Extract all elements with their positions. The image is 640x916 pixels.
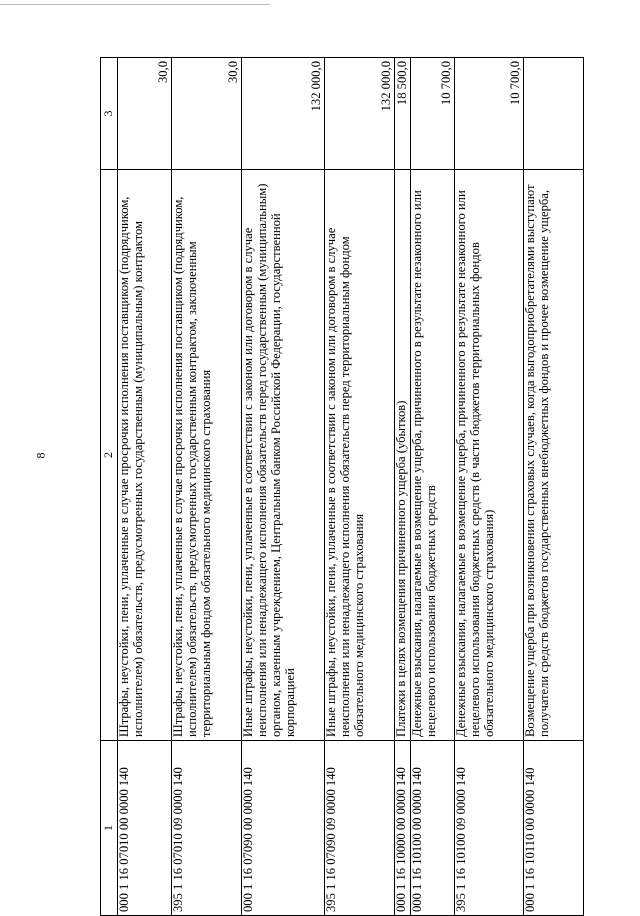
row-amount: 10 700,0 [455,58,524,170]
header-col-2: 2 [101,170,118,741]
header-col-3: 3 [101,58,118,170]
row-amount: 18 500,0 [395,58,411,170]
row-amount [524,58,584,170]
row-amount: 132 000,0 [242,58,325,170]
row-code: 395 1 16 10100 09 0000 140 [455,741,524,916]
table-row [395,58,411,916]
table-row [411,58,455,916]
row-name: Возмещение ущерба при возникновении страховых случаев, когда выгодоприобретателями выступают получатели средств бюджетов государственных внебюджетных фондов и прочее возмещение ущерба, [524,170,584,741]
page-number: 8 [33,452,48,459]
table-row [118,58,172,916]
row-code: 000 1 16 07090 00 0000 140 [242,741,325,916]
row-name: Иные штрафы, неустойки, пени, уплаченные в соответствии с законом или договором в случае неисполнения или ненадлежащего исполнения обязательств перед государственным (муниципальным) органом, казенным учреждением, Центральным банком Российской Федерации, государственной корпорацией [242,170,325,741]
row-code: 000 1 16 10110 00 0000 140 [524,741,584,916]
table-header-row [101,58,118,916]
row-name: Иные штрафы, неустойки, пени, уплаченные в соответствии с законом или договором в случае неисполнения или ненадлежащего исполнения обязательств перед территориальным фондом обязательного медицинского страхования [325,170,395,741]
row-code: 395 1 16 07010 09 0000 140 [172,741,242,916]
row-amount: 30,0 [172,58,242,170]
row-code: 000 1 16 10000 00 0000 140 [395,741,411,916]
header-col-1: 1 [101,741,118,916]
row-amount: 132 000,0 [325,58,395,170]
row-name: Денежные взыскания, налагаемые в возмещение ущерба, причиненного в результате незаконного или нецелевого использования бюджетных средств [411,170,455,741]
table-row [242,58,325,916]
row-code: 395 1 16 07090 09 0000 140 [325,741,395,916]
row-amount: 10 700,0 [411,58,455,170]
top-rule [0,4,270,5]
row-name: Штрафы, неустойки, пени, уплаченные в случае просрочки исполнения поставщиком (подрядчиком, исполнителем) обязательств, предусмотренных государственным (муниципальным) контрактом [118,170,172,741]
row-name: Платежи в целях возмещения причиненного ущерба (убытков) [395,170,411,741]
rotated-table-frame [100,58,612,916]
row-name: Штрафы, неустойки, пени, уплаченные в случае просрочки исполнения поставщиком (подрядчиком, исполнителем) обязательств, предусмотренных государственным контрактом, заключенным территориальным фондом обязательного медицинского страхования [172,170,242,741]
budget-revenue-table [100,57,584,916]
table-row [455,58,524,916]
table-row [325,58,395,916]
row-name: Денежные взыскания, налагаемые в возмещение ущерба, причиненного в результате незаконного или нецелевого использования бюджетных средств (в части бюджетов территориальных фондов обязательного медицинского страхования) [455,170,524,741]
table-row [524,58,584,916]
row-code: 000 1 16 10100 00 0000 140 [411,741,455,916]
budget-table-wrapper [100,58,612,916]
row-code: 000 1 16 07010 00 0000 140 [118,741,172,916]
table-row [172,58,242,916]
row-amount: 30,0 [118,58,172,170]
